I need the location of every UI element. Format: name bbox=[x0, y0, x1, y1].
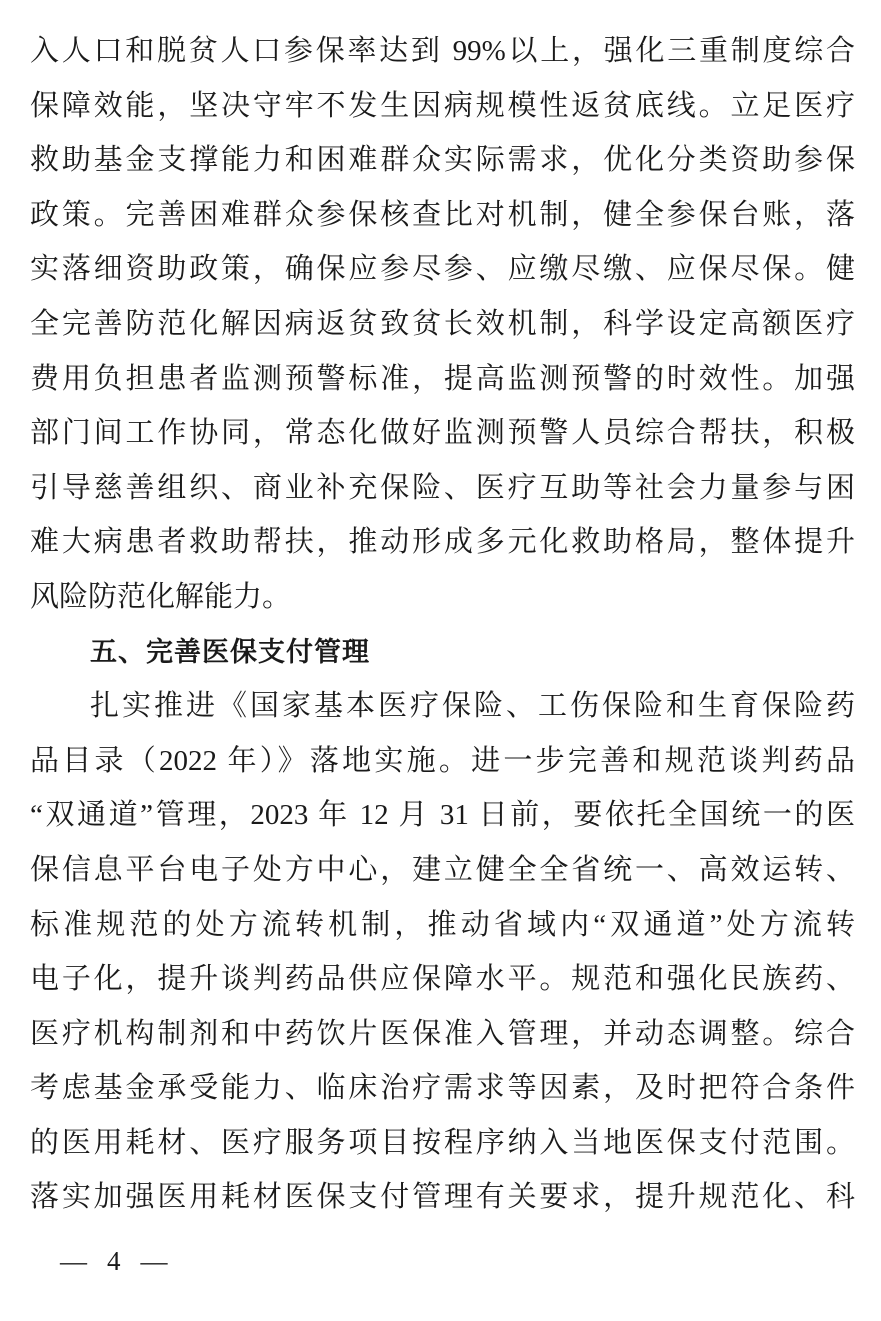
text-line: 救助基金支撑能力和困难群众实际需求，优化分类资助参保 bbox=[30, 144, 855, 177]
text-line: 保信息平台电子处方中心，建立健全全省统一、高效运转、 bbox=[30, 853, 855, 886]
text-line: 部门间工作协同，常态化做好监测预警人员综合帮扶，积极 bbox=[30, 417, 855, 450]
text-line: 考虑基金承受能力、临床治疗需求等因素，及时把符合条件 bbox=[30, 1072, 855, 1105]
text-line: 保障效能，坚决守牢不发生因病规模性返贫底线。立足医疗 bbox=[30, 89, 855, 122]
text-line: 落实加强医用耗材医保支付管理有关要求，提升规范化、科 bbox=[30, 1181, 855, 1214]
text-line: 的医用耗材、医疗服务项目按程序纳入当地医保支付范围。 bbox=[30, 1126, 855, 1159]
text-line: 品目录（2022 年）》落地实施。进一步完善和规范谈判药品 bbox=[30, 744, 855, 777]
text-line: 引导慈善组织、商业补充保险、医疗互助等社会力量参与困 bbox=[30, 471, 855, 504]
text-line: 费用负担患者监测预警标准，提高监测预警的时效性。加强 bbox=[30, 362, 855, 395]
text-line: 风险防范化解能力。 bbox=[30, 580, 292, 613]
paragraph-continuation bbox=[30, 24, 855, 625]
text-line: 政策。完善困难群众参保核查比对机制，健全参保台账，落 bbox=[30, 198, 855, 231]
text-line: 标准规范的处方流转机制，推动省域内“双通道”处方流转 bbox=[30, 908, 855, 941]
text-line: 全完善防范化解因病返贫致贫长效机制，科学设定高额医疗 bbox=[30, 307, 855, 340]
text-line: 难大病患者救助帮扶，推动形成多元化救助格局，整体提升 bbox=[30, 526, 855, 559]
section-heading: 五、完善医保支付管理 bbox=[90, 636, 370, 667]
text-line: 扎实推进《国家基本医疗保险、工伤保险和生育保险药 bbox=[90, 690, 855, 723]
footer-dash-right: — bbox=[140, 1246, 168, 1276]
page-number: 4 bbox=[107, 1246, 121, 1276]
page-footer bbox=[60, 1246, 168, 1276]
footer-dash-left: — bbox=[60, 1246, 87, 1276]
text-line: 入人口和脱贫人口参保率达到 99%以上，强化三重制度综合 bbox=[30, 35, 855, 67]
text-line: 实落细资助政策，确保应参尽参、应缴尽缴、应保尽保。健 bbox=[30, 253, 855, 286]
text-line: “双通道”管理，2023 年 12 月 31 日前，要依托全国统一的医 bbox=[30, 799, 855, 832]
paragraph-body bbox=[30, 679, 855, 1225]
text-line: 电子化，提升谈判药品供应保障水平。规范和强化民族药、 bbox=[30, 963, 855, 996]
text-line: 医疗机构制剂和中药饮片医保准入管理，并动态调整。综合 bbox=[30, 1017, 855, 1050]
